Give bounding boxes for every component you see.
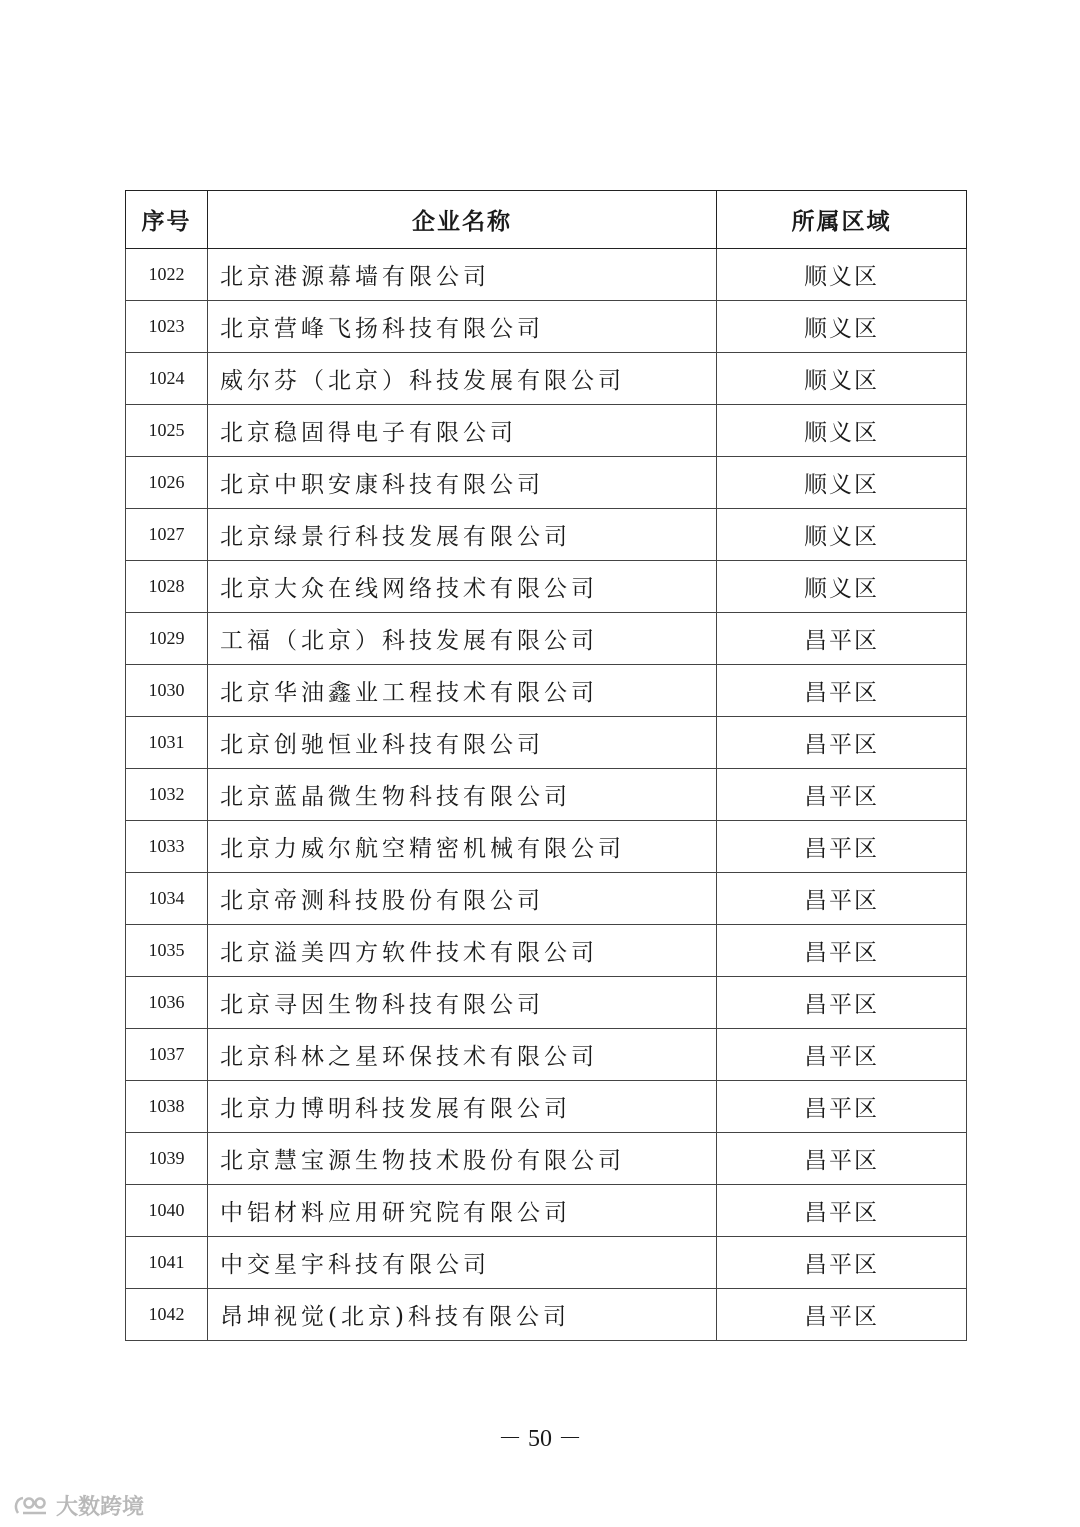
header-company: 企业名称 xyxy=(208,191,717,249)
table-row xyxy=(126,873,967,925)
row-index: 1040 xyxy=(126,1185,208,1237)
row-index: 1025 xyxy=(126,405,208,457)
row-index: 1038 xyxy=(126,1081,208,1133)
row-company-name: 北京力威尔航空精密机械有限公司 xyxy=(208,821,717,873)
table-row xyxy=(126,1237,967,1289)
row-index: 1031 xyxy=(126,717,208,769)
table-row xyxy=(126,561,967,613)
company-list-table xyxy=(125,190,967,1341)
row-company-name: 北京绿景行科技发展有限公司 xyxy=(208,509,717,561)
row-company-name: 北京中职安康科技有限公司 xyxy=(208,457,717,509)
row-district: 顺义区 xyxy=(717,301,967,353)
row-company-name: 北京蓝晶微生物科技有限公司 xyxy=(208,769,717,821)
row-district: 昌平区 xyxy=(717,1029,967,1081)
row-company-name: 北京溢美四方软件技术有限公司 xyxy=(208,925,717,977)
table-row xyxy=(126,769,967,821)
row-district: 昌平区 xyxy=(717,717,967,769)
row-index: 1027 xyxy=(126,509,208,561)
header-district: 所属区域 xyxy=(717,191,967,249)
row-company-name: 北京港源幕墙有限公司 xyxy=(208,249,717,301)
row-district: 顺义区 xyxy=(717,457,967,509)
table-row xyxy=(126,665,967,717)
table-row xyxy=(126,301,967,353)
table-row xyxy=(126,509,967,561)
row-company-name: 北京营峰飞扬科技有限公司 xyxy=(208,301,717,353)
header-row xyxy=(126,191,967,249)
row-company-name: 北京慧宝源生物技术股份有限公司 xyxy=(208,1133,717,1185)
table-row xyxy=(126,1133,967,1185)
table-row xyxy=(126,1185,967,1237)
row-company-name: 北京力博明科技发展有限公司 xyxy=(208,1081,717,1133)
header-index: 序号 xyxy=(126,191,208,249)
table-row xyxy=(126,1289,967,1341)
row-district: 昌平区 xyxy=(717,1133,967,1185)
row-index: 1032 xyxy=(126,769,208,821)
row-index: 1039 xyxy=(126,1133,208,1185)
row-company-name: 工福（北京）科技发展有限公司 xyxy=(208,613,717,665)
row-district: 昌平区 xyxy=(717,769,967,821)
row-district: 昌平区 xyxy=(717,1289,967,1341)
table-header xyxy=(126,191,967,249)
row-district: 顺义区 xyxy=(717,249,967,301)
row-index: 1030 xyxy=(126,665,208,717)
table-row xyxy=(126,457,967,509)
row-district: 顺义区 xyxy=(717,561,967,613)
row-index: 1029 xyxy=(126,613,208,665)
row-company-name: 威尔芬（北京）科技发展有限公司 xyxy=(208,353,717,405)
row-district: 昌平区 xyxy=(717,1237,967,1289)
watermark xyxy=(12,1490,144,1521)
table-row xyxy=(126,821,967,873)
table-body xyxy=(126,249,967,1341)
row-index: 1033 xyxy=(126,821,208,873)
row-district: 昌平区 xyxy=(717,1081,967,1133)
row-district: 昌平区 xyxy=(717,1185,967,1237)
watermark-text: 大数跨境 xyxy=(56,1495,145,1520)
row-district: 顺义区 xyxy=(717,353,967,405)
row-index: 1034 xyxy=(126,873,208,925)
row-company-name: 北京大众在线网络技术有限公司 xyxy=(208,561,717,613)
row-district: 昌平区 xyxy=(717,977,967,1029)
table-row xyxy=(126,1029,967,1081)
row-index: 1041 xyxy=(126,1237,208,1289)
row-index: 1035 xyxy=(126,925,208,977)
row-company-name: 北京稳固得电子有限公司 xyxy=(208,405,717,457)
row-company-name: 中铝材料应用研究院有限公司 xyxy=(208,1185,717,1237)
table-row xyxy=(126,717,967,769)
brand-logo-icon xyxy=(12,1493,52,1519)
row-index: 1026 xyxy=(126,457,208,509)
row-district: 昌平区 xyxy=(717,821,967,873)
page-number: － 50 － xyxy=(498,1426,582,1452)
table-row xyxy=(126,1081,967,1133)
row-index: 1028 xyxy=(126,561,208,613)
table-row xyxy=(126,405,967,457)
table-row xyxy=(126,925,967,977)
company-list-table-container xyxy=(125,190,966,1341)
row-district: 顺义区 xyxy=(717,405,967,457)
row-company-name: 北京帝测科技股份有限公司 xyxy=(208,873,717,925)
row-district: 昌平区 xyxy=(717,925,967,977)
row-index: 1023 xyxy=(126,301,208,353)
row-company-name: 中交星宇科技有限公司 xyxy=(208,1237,717,1289)
row-company-name: 昂坤视觉(北京)科技有限公司 xyxy=(208,1289,717,1341)
row-index: 1042 xyxy=(126,1289,208,1341)
row-index: 1036 xyxy=(126,977,208,1029)
table-row xyxy=(126,353,967,405)
row-index: 1024 xyxy=(126,353,208,405)
table-row xyxy=(126,977,967,1029)
row-company-name: 北京华油鑫业工程技术有限公司 xyxy=(208,665,717,717)
row-index: 1037 xyxy=(126,1029,208,1081)
row-district: 昌平区 xyxy=(717,613,967,665)
table-row xyxy=(126,613,967,665)
table-row xyxy=(126,249,967,301)
row-index: 1022 xyxy=(126,249,208,301)
row-district: 昌平区 xyxy=(717,873,967,925)
row-district: 顺义区 xyxy=(717,509,967,561)
row-company-name: 北京寻因生物科技有限公司 xyxy=(208,977,717,1029)
row-district: 昌平区 xyxy=(717,665,967,717)
row-company-name: 北京创驰恒业科技有限公司 xyxy=(208,717,717,769)
row-company-name: 北京科林之星环保技术有限公司 xyxy=(208,1029,717,1081)
